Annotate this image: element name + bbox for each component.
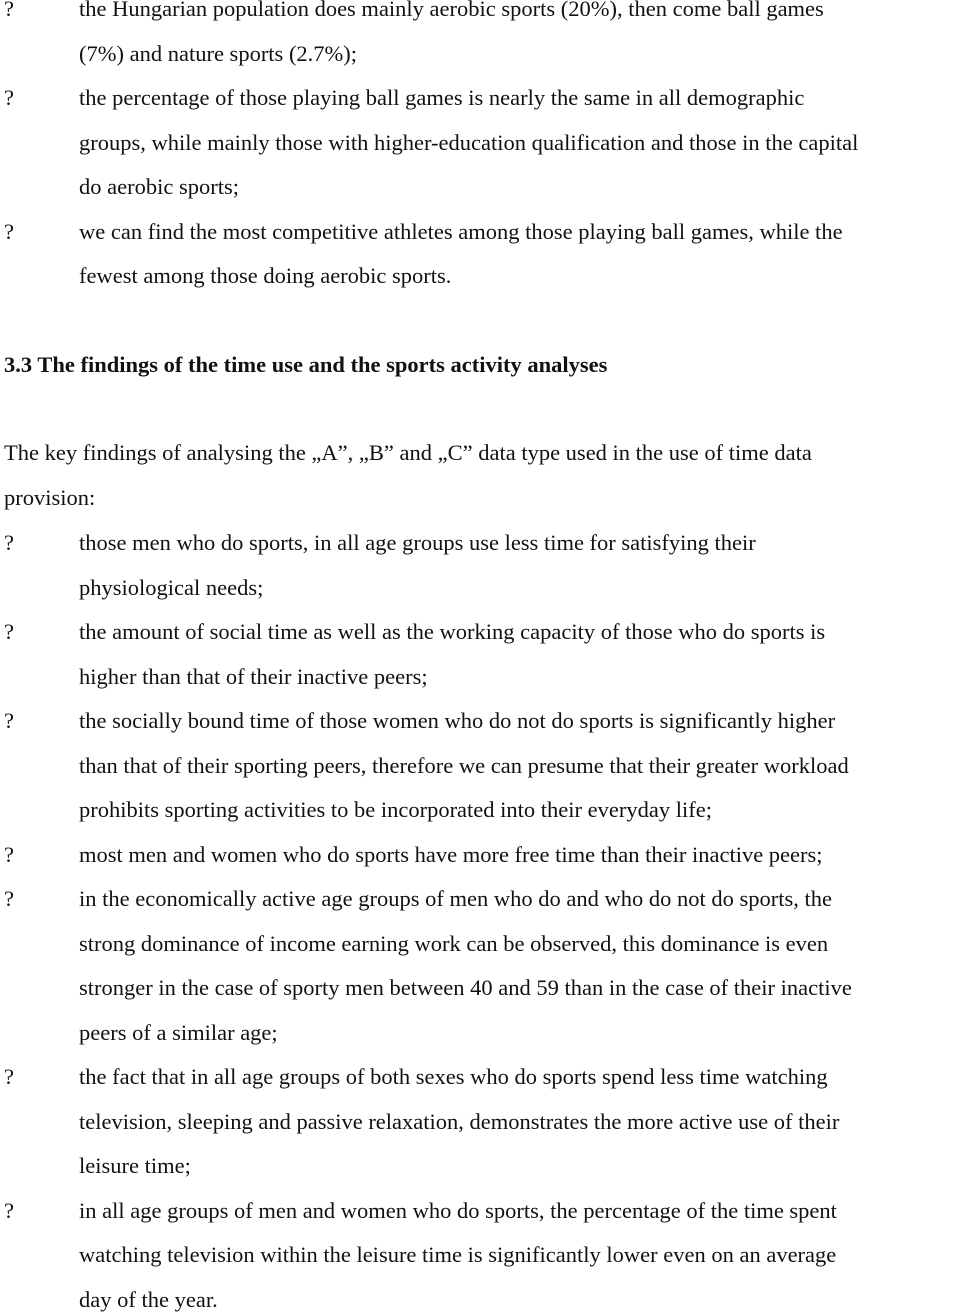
text-line: stronger in the case of sporty men between 40 and 59 than in the case of their inactive (79, 975, 852, 1000)
text-line: strong dominance of income earning work can be observed, this dominance is even (79, 930, 829, 956)
bullet-marker: ? (4, 530, 14, 555)
bullet-marker: ? (4, 886, 14, 911)
text-line: in the economically active age groups of men who do and who do not do sports, the (79, 886, 832, 911)
bullet-marker: ? (4, 1197, 14, 1223)
bullet-marker: ? (4, 218, 14, 244)
text-line: we can find the most competitive athletes among those playing ball games, while the (79, 218, 843, 244)
text-line: The key findings of analysing the „A”, „B” and „C” data type used in the use of time data (4, 440, 812, 465)
text-line: prohibits sporting activities to be incorporated into their everyday life; (79, 797, 712, 822)
section-heading: 3.3 The findings of the time use and the sports activity analyses (4, 352, 608, 377)
text-line: (7%) and nature sports (2.7%); (79, 40, 358, 66)
text-line: the socially bound time of those women who do not do sports is significantly higher (79, 708, 836, 733)
bullet-marker: ? (4, 619, 14, 644)
text-line: fewest among those doing aerobic sports. (79, 263, 452, 288)
bullet-marker: ? (4, 0, 14, 21)
text-line: the fact that in all age groups of both sexes who do sports spend less time watching (79, 1064, 828, 1089)
text-line: those men who do sports, in all age groups use less time for satisfying their (79, 530, 756, 555)
bullet-marker: ? (4, 841, 14, 867)
text-line: peers of a similar age; (79, 1019, 278, 1045)
text-line: most men and women who do sports have more free time than their inactive peers; (79, 841, 823, 867)
bullet-marker: ? (4, 85, 14, 110)
text-line: than that of their sporting peers, therefore we can presume that their greater workload (79, 752, 849, 778)
text-line: higher than that of their inactive peers; (79, 663, 428, 689)
text-line: watching television within the leisure time is significantly lower even on an average (79, 1242, 837, 1267)
text-line: do aerobic sports; (79, 174, 239, 199)
text-line: the amount of social time as well as the working capacity of those who do sports is (79, 619, 826, 644)
text-line: groups, while mainly those with higher-education qualification and those in the capital (79, 129, 859, 155)
bullet-marker: ? (4, 708, 14, 733)
text-line: provision: (4, 484, 96, 510)
text-line: day of the year. (79, 1286, 218, 1312)
text-line: physiological needs; (79, 574, 264, 600)
text-line: in all age groups of men and women who do sports, the percentage of the time spent (79, 1197, 837, 1223)
text-line: the percentage of those playing ball games is nearly the same in all demographic (79, 85, 805, 110)
text-line: television, sleeping and passive relaxation, demonstrates the more active use of their (79, 1108, 840, 1134)
text-line: leisure time; (79, 1153, 191, 1178)
bullet-marker: ? (4, 1064, 14, 1089)
text-line: the Hungarian population does mainly aerobic sports (20%), then come ball games (79, 0, 824, 21)
